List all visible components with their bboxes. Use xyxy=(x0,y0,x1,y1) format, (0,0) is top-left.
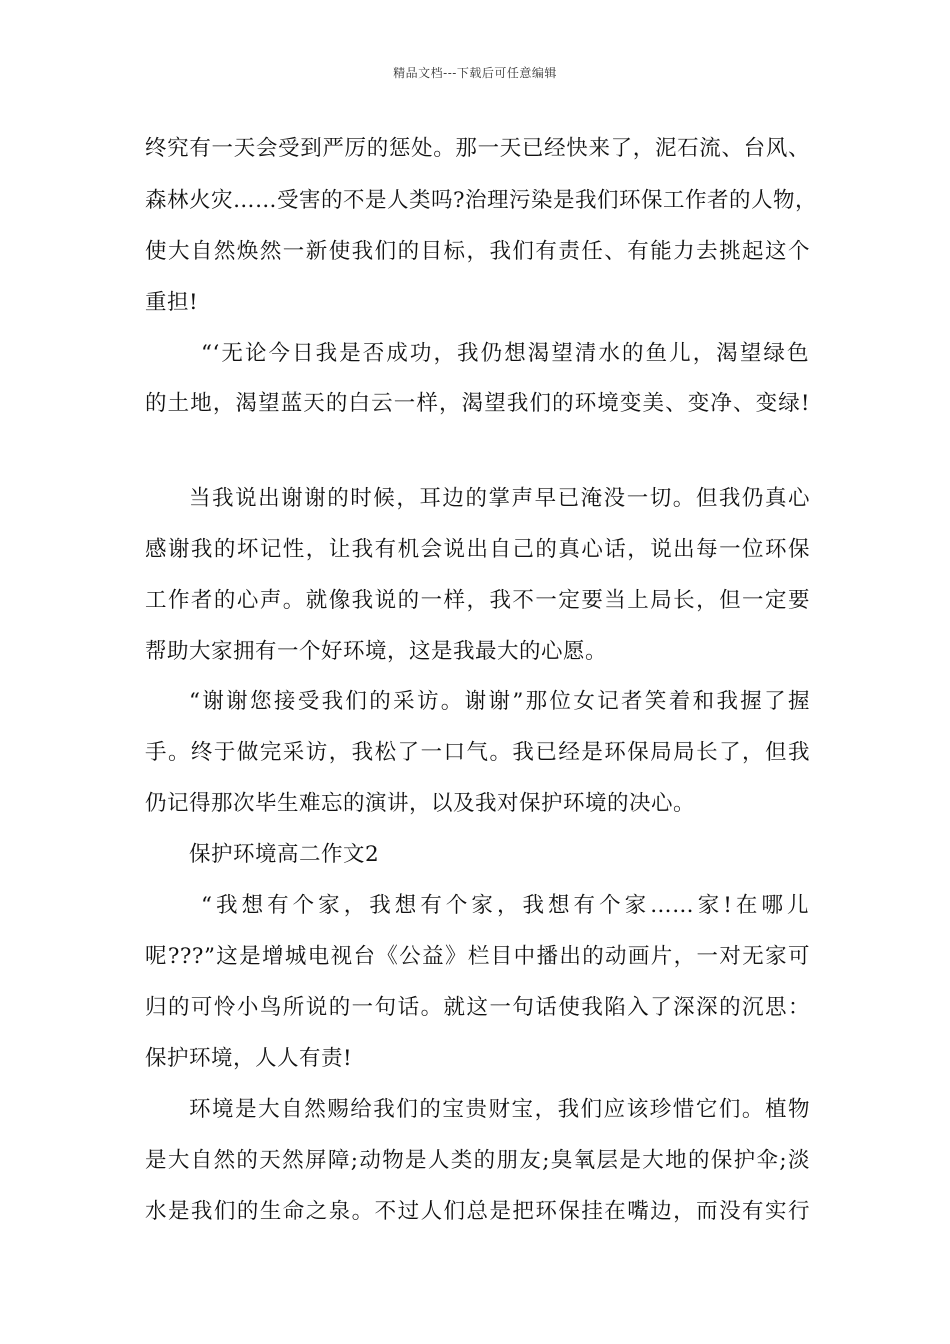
text-line: 归的可怜小鸟所说的一句话。就这一句话使我陷入了深深的沉思： xyxy=(145,995,810,1020)
quote-line: “我想有个家，我想有个家，我想有个家……家!在哪儿 xyxy=(201,893,809,918)
text-line: 重担! xyxy=(145,290,199,315)
page-header: 精品文档---下载后可任意编辑 xyxy=(393,66,557,80)
text-line: 水是我们的生命之泉。不过人们总是把环保挂在嘴边，而没有实行 xyxy=(145,1199,810,1224)
paragraph-start-line: 环境是大自然赐给我们的宝贵财宝，我们应该珍惜它们。植物 xyxy=(189,1097,810,1122)
text-line: 终究有一天会受到严厉的惩处。那一天已经快来了，泥石流、台风、 xyxy=(145,136,810,161)
paragraph-start-line: “谢谢您接受我们的采访。谢谢”那位女记者笑着和我握了握 xyxy=(189,689,810,714)
text-line: 工作者的心声。就像我说的一样，我不一定要当上局长，但一定要 xyxy=(145,588,810,613)
quote-line: “‘无论今日我是否成功，我仍想渴望清水的鱼儿，渴望绿色 xyxy=(201,341,809,366)
text-line: 森林火灾……受害的不是人类吗?治理污染是我们环保工作者的人物， xyxy=(145,188,818,213)
text-line: 仍记得那次毕生难忘的演讲，以及我对保护环境的决心。 xyxy=(145,791,696,816)
section-title: 保护环境高二作文2 xyxy=(189,842,380,867)
text-line: 使大自然焕然一新使我们的目标，我们有责任、有能力去挑起这个 xyxy=(145,239,810,264)
text-line: 感谢我的坏记性，让我有机会说出自己的真心话，说出每一位环保 xyxy=(145,537,810,562)
text-line: 呢???”这是增城电视台《公益》栏目中播出的动画片，一对无家可 xyxy=(145,944,810,969)
text-line: 帮助大家拥有一个好环境，这是我最大的心愿。 xyxy=(145,639,608,664)
text-line: 是大自然的天然屏障;动物是人类的朋友;臭氧层是大地的保护伞;淡 xyxy=(145,1148,810,1173)
text-line: 的土地，渴望蓝天的白云一样，渴望我们的环境变美、变净、变绿! xyxy=(145,391,810,416)
text-line: 保护环境，人人有责! xyxy=(145,1046,353,1071)
text-line: 手。终于做完采访，我松了一口气。我已经是环保局局长了，但我 xyxy=(145,740,810,765)
paragraph-start-line: 当我说出谢谢的时候，耳边的掌声早已淹没一切。但我仍真心 xyxy=(189,486,810,511)
